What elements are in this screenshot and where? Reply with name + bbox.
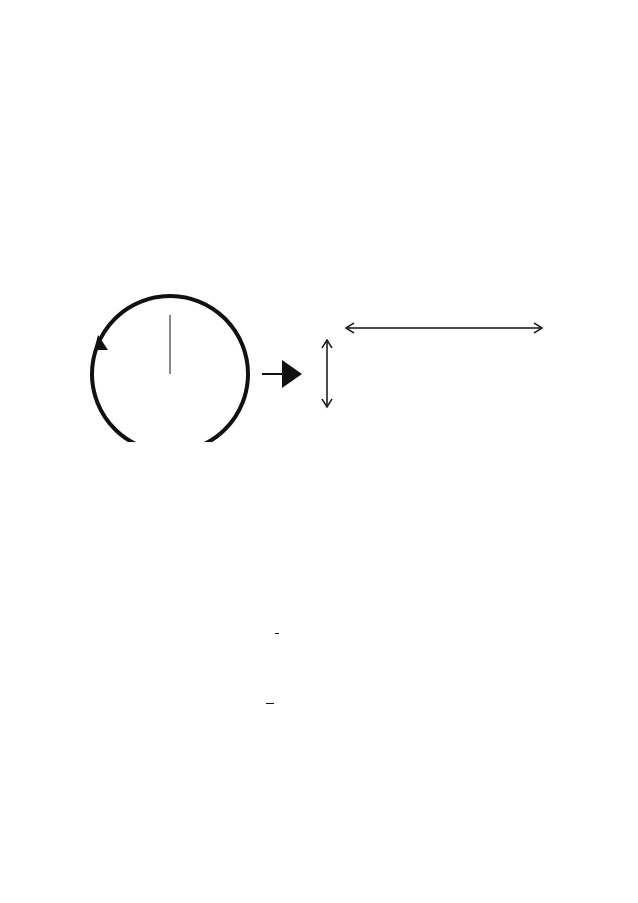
formula-area-function — [275, 626, 279, 639]
formula-sector-area — [266, 696, 274, 709]
circle-to-rectangle-figure — [80, 262, 560, 442]
transform-arrow-head — [282, 360, 302, 388]
